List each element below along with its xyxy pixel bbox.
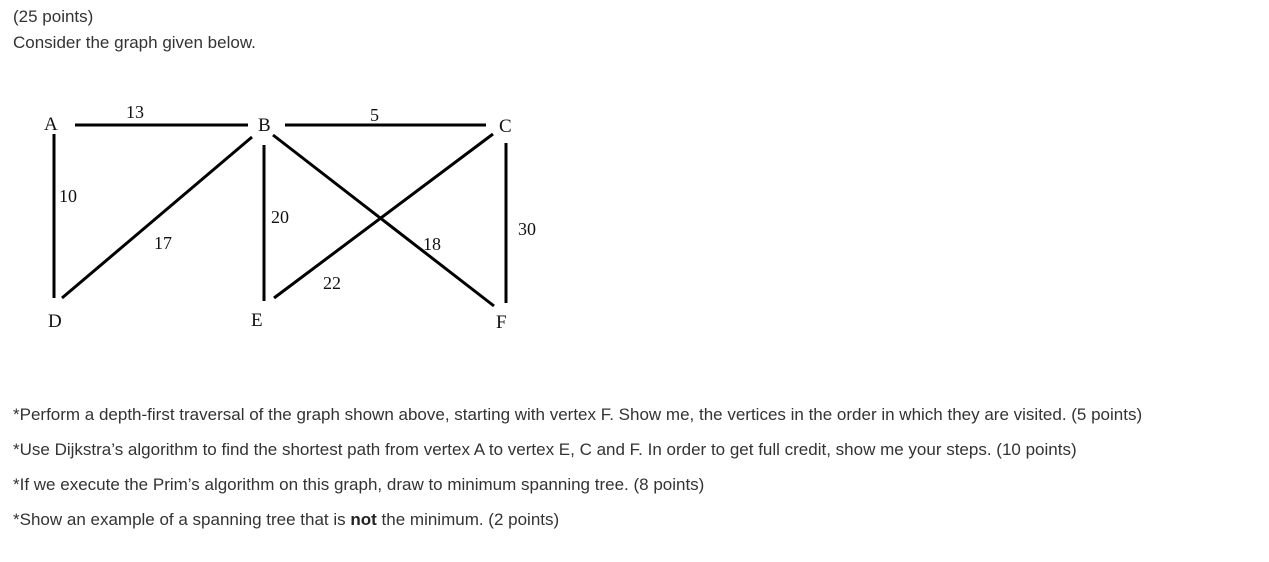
vertex-b-label: B <box>258 115 271 136</box>
vertex-d-label: D <box>48 311 62 332</box>
question-non-minimum-text-before: *Show an example of a spanning tree that is <box>13 510 351 529</box>
weight-b-e: 20 <box>271 207 289 227</box>
question-non-minimum-text-after: the minimum. (2 points) <box>376 510 560 529</box>
question-dfs: *Perform a depth-first traversal of the graph shown above, starting with vertex F. Show me, the vertices in the order in which they are visited. (5 points) <box>13 405 1143 424</box>
emphasis-not: not <box>350 510 377 529</box>
edge-b-f <box>273 135 494 306</box>
question-non-minimum-tree <box>13 509 559 531</box>
weight-c-e: 22 <box>323 273 341 293</box>
vertex-e-label: E <box>251 310 263 331</box>
weight-c-f: 30 <box>518 219 536 239</box>
vertex-a-label: A <box>44 114 58 135</box>
vertex-f-label: F <box>496 312 507 333</box>
question-points: (25 points) <box>13 7 94 26</box>
question-prim: *If we execute the Prim’s algorithm on this graph, draw to minimum spanning tree. (8 points) <box>13 475 705 494</box>
question-instruction: Consider the graph given below. <box>13 33 256 52</box>
weight-a-d: 10 <box>59 186 77 206</box>
weight-a-b: 13 <box>126 102 144 122</box>
weight-b-f: 18 <box>423 234 441 254</box>
vertex-c-label: C <box>499 116 512 137</box>
weight-b-c: 5 <box>370 105 379 125</box>
edge-c-e <box>274 134 493 298</box>
weight-b-d: 17 <box>154 233 172 253</box>
edge-b-d <box>62 137 252 298</box>
question-dijkstra: *Use Dijkstra’s algorithm to find the shortest path from vertex A to vertex E, C and F. In order to get full credit, show me your steps. (10 points) <box>13 440 1077 459</box>
